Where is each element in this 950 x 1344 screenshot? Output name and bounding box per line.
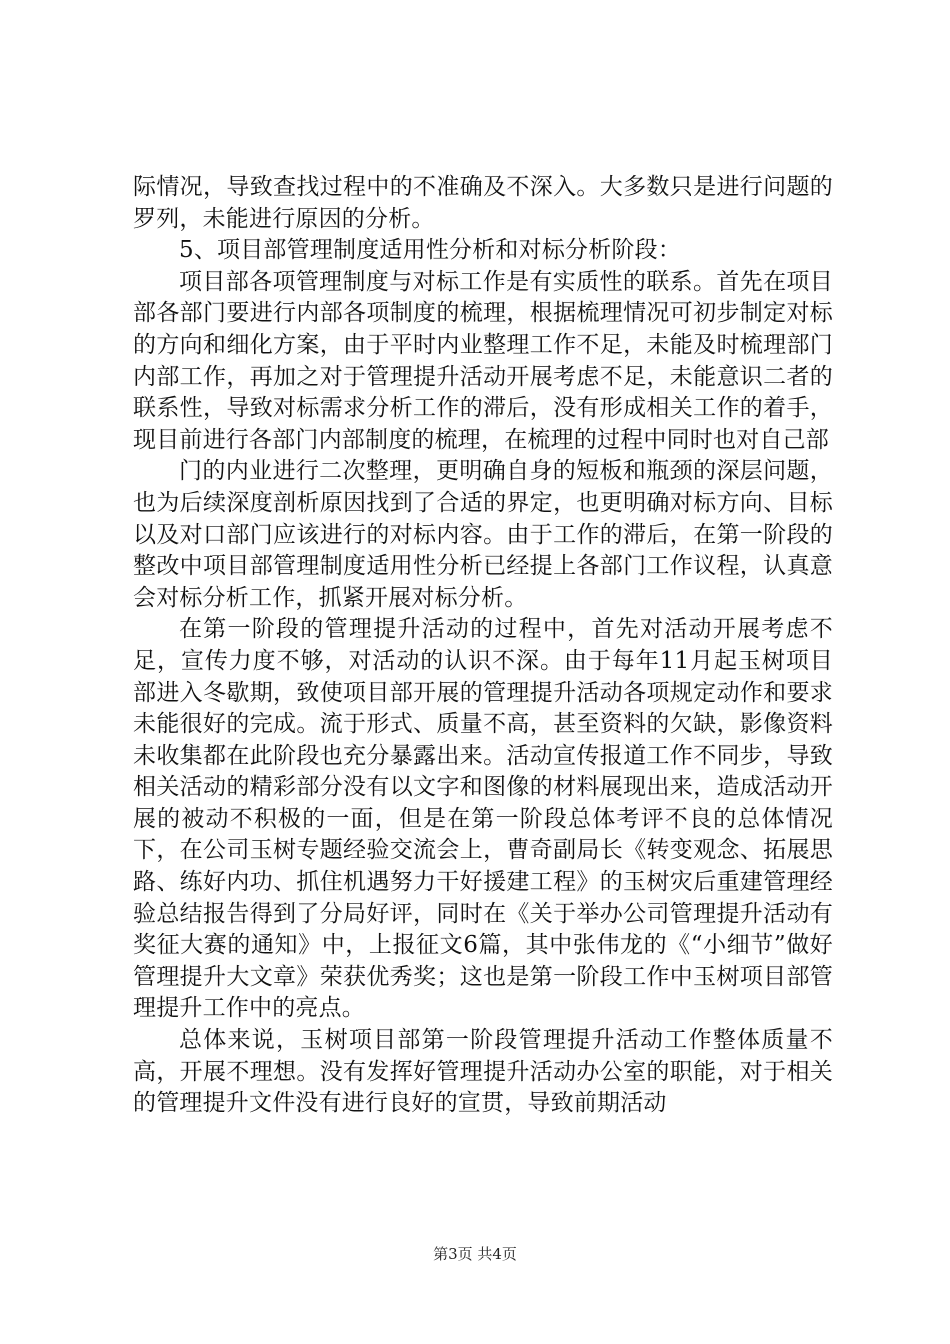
paragraph: 项目部各项管理制度与对标工作是有实质性的联系。首先在项目部各部门要进行内部各项制度的梳理，根据梳理情况可初步制定对标的方向和细化方案，由于平时内业整理工作不足，未能及时梳理部门内部工作，再加之对于管理提升活动开展考虑不足，未能意识二者的联系性，导致对标需求分析工作的滞后，没有形成相关工作的着手，现目前进行各部门内部制度的梳理，在梳理的过程中同时也对自己部 bbox=[133, 268, 833, 453]
section-heading: 5、项目部管理制度适用性分析和对标分析阶段： bbox=[179, 237, 682, 264]
paragraph: 在第一阶段的管理提升活动的过程中，首先对活动开展考虑不足，宣传力度不够，对活动的认识不深。由于每年11月起玉树项目部进入冬歇期，致使项目部开展的管理提升活动各项规定动作和要求未能很好的完成。流于形式、质量不高，甚至资料的欠缺，影像资料未收集都在此阶段也充分暴露出来。活动宣传报道工作不同步，导致相关活动的精彩部分没有以文字和图像的材料展现出来，造成活动开展的被动不积极的一面，但是在第一阶段总体考评不良的总体情况下，在公司玉树专题经验交流会上，曹奇副局长《转变观念、拓展思路、练好内功、抓住机遇努力干好援建工程》的玉树灾后重建管理经验总结报告得到了分局好评，同时在《关于举办公司管理提升活动有奖征大赛的通知》中，上报征文6篇，其中张伟龙的《“小细节”做好管理提升大文章》荣获优秀奖；这也是第一阶段工作中玉树项目部管理提升工作中的亮点。 bbox=[133, 616, 833, 1022]
paragraph-continuation: 际情况，导致查找过程中的不准确及不深入。大多数只是进行问题的罗列，未能进行原因的分析。 bbox=[133, 174, 833, 232]
paragraph: 门的内业进行二次整理，更明确自身的短板和瓶颈的深层问题，也为后续深度剖析原因找到了合适的界定，也更明确对标方向、目标以及对口部门应该进行的对标内容。由于工作的滞后，在第一阶段的整改中项目部管理制度适用性分析已经提上各部门工作议程，认真意会对标分析工作，抓紧开展对标分析。 bbox=[133, 458, 833, 611]
paragraph: 总体来说，玉树项目部第一阶段管理提升活动工作整体质量不高，开展不理想。没有发挥好管理提升活动办公室的职能，对于相关的管理提升文件没有进行良好的宣贯，导致前期活动 bbox=[133, 1027, 833, 1117]
document-body bbox=[133, 172, 833, 1120]
page-number-footer: 第3页 共4页 bbox=[433, 1245, 517, 1263]
